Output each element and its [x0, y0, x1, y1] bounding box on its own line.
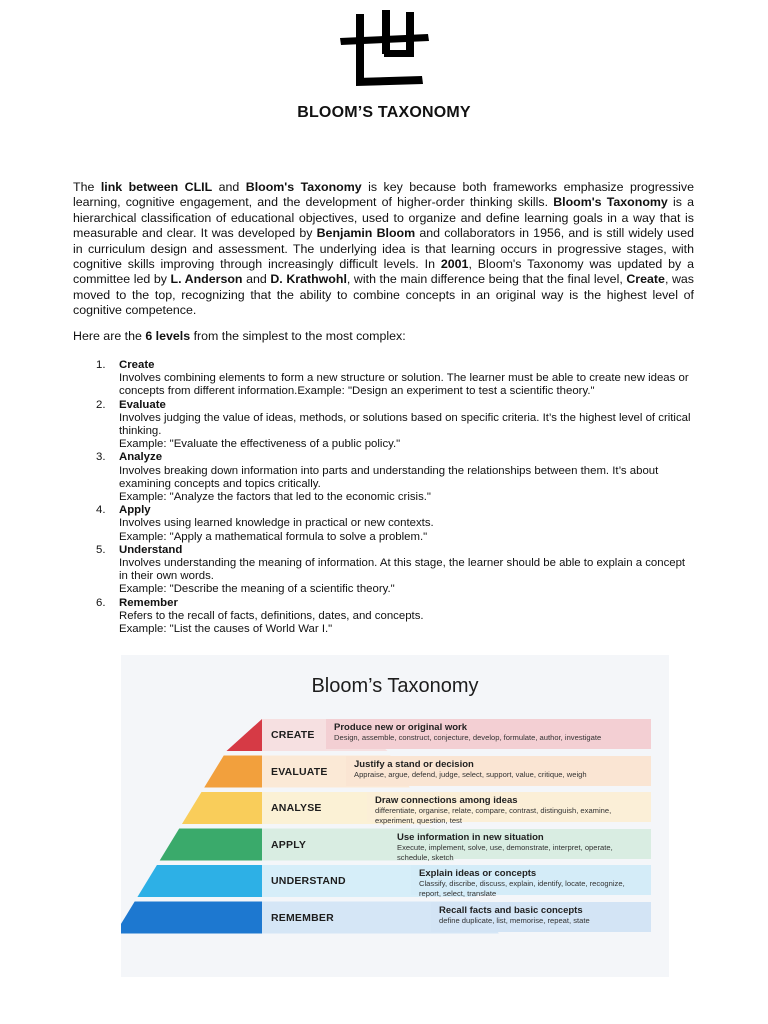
tier-description-apply	[389, 829, 651, 862]
bold-text: Bloom's Taxonomy	[553, 195, 668, 210]
tier-description-title: Recall facts and basic concepts	[439, 904, 583, 916]
kanji-logo	[334, 6, 434, 94]
intro-paragraph	[73, 180, 694, 319]
level-number: 3.	[96, 451, 106, 464]
text-run: is key because both frameworks emphasize progressive learning, cognitive engagement, and the development of higher-order thinking skills.	[73, 180, 694, 210]
tier-apply	[160, 829, 262, 861]
bold-text: 2001	[440, 257, 469, 272]
tier-label-remember: REMEMBER	[271, 911, 334, 924]
document-title: BLOOM’S TAXONOMY	[297, 104, 471, 121]
tier-description-analyse	[367, 792, 651, 825]
text-run: from the simplest to the most complex:	[190, 329, 406, 343]
level-name: Create	[119, 359, 155, 371]
tier-description-create	[326, 719, 651, 749]
text-run: Here are the	[73, 329, 146, 343]
bold-text: D. Krathwohl	[270, 272, 347, 287]
level-name: Remember	[119, 596, 178, 609]
levels-intro	[73, 329, 406, 343]
level-number: 1.	[96, 359, 106, 371]
level-name: Understand	[119, 543, 183, 556]
level-example: Example: "Describe the meaning of a scientific theory."	[119, 583, 395, 596]
tier-description-verbs: define duplicate, list, memorise, repeat, state	[439, 915, 590, 925]
level-number: 5.	[96, 543, 106, 556]
level-example: Example: "Analyze the factors that led to the economic crisis."	[119, 491, 431, 504]
level-description: Involves judging the value of ideas, methods, or solutions based on specific criteria. It’s the highest level of critical thinking.	[119, 411, 691, 438]
level-example: Example: "List the causes of World War I."	[119, 623, 333, 636]
tier-create	[226, 719, 262, 751]
tier-description-title: Produce new or original work	[334, 722, 468, 733]
tier-analyse	[182, 792, 262, 824]
level-description: Involves breaking down information into parts and understanding the relationships between them. It’s about examining concepts and topics critically.	[119, 464, 659, 490]
blooms-taxonomy-infographic	[121, 655, 669, 977]
text-run: , with the main difference being that the final level,	[346, 272, 627, 287]
bold-text: Benjamin Bloom	[316, 226, 416, 241]
tier-description-verbs: Design, assemble, construct, conjecture, develop, formulate, author, investigate	[334, 733, 602, 742]
level-number: 2.	[96, 398, 106, 411]
tier-label-understand: UNDERSTAND	[271, 875, 346, 887]
level-name: Analyze	[119, 451, 163, 464]
infographic-title: Bloom’s Taxonomy	[311, 675, 479, 697]
tier-description-verbs: differentiate, organise, relate, compare, contrast, distinguish, examine, experiment, question, test	[375, 806, 612, 825]
levels-list	[73, 359, 693, 636]
tier-label-analyse: ANALYSE	[271, 802, 322, 814]
bold-text: Bloom's Taxonomy	[245, 180, 362, 194]
level-example: Example: "Evaluate the effectiveness of a public policy."	[119, 438, 401, 451]
bold-text: 6 levels	[145, 329, 191, 343]
text-run: and collaborators in 1956, and is still widely used in curriculum design and assessment. The underlying idea is that learning occurs in progressive stages, with cognitive skills improving through increasingly difficult levels. In	[73, 226, 694, 272]
tier-description-verbs: Classify, discribe, discuss, explain, identify, locate, recognize, report, select, translate	[419, 879, 625, 898]
tier-description-understand	[411, 865, 651, 898]
text-run: and	[212, 180, 246, 194]
level-name: Apply	[119, 504, 151, 517]
tier-description-evaluate	[346, 756, 651, 786]
level-item-apply	[73, 504, 693, 544]
level-item-analyze	[73, 451, 693, 504]
tier-description-title: Draw connections among ideas	[375, 795, 518, 806]
tier-description-verbs: Execute, implement, solve, use, demonstrate, interpret, operate, schedule, sketch	[397, 842, 613, 862]
tier-remember	[121, 902, 262, 934]
tier-description-verbs: Appraise, argue, defend, judge, select, support, value, critique, weigh	[354, 769, 587, 779]
level-example: Example: "Apply a mathematical formula to solve a problem."	[119, 530, 428, 543]
level-item-evaluate	[73, 399, 693, 452]
level-item-remember	[73, 597, 693, 637]
text-run: is a hierarchical classification of educational objectives, used to organize and define learning goals in a way that is measurable and clear. It was developed by	[73, 195, 694, 241]
text-run: The	[73, 180, 101, 194]
level-description: Involves combining elements to form a new structure or solution. The learner must be able to create new ideas or concepts from different information.Example: "Design an experiment to test a scientific theory."	[119, 372, 689, 398]
tier-description-title: Justify a stand or decision	[354, 758, 474, 770]
bold-text: Create	[626, 272, 665, 287]
tier-description-remember	[431, 902, 651, 932]
level-name: Evaluate	[119, 398, 166, 411]
level-description: Involves using learned knowledge in practical or new contexts.	[119, 517, 434, 530]
level-item-understand	[73, 544, 693, 597]
tier-understand	[137, 865, 262, 897]
bold-text: link between CLIL	[100, 180, 213, 194]
text-run: , was moved to the top, recognizing that the ability to combine concepts in an original way is the highest level of cognitive competence.	[73, 272, 694, 318]
level-description: Refers to the recall of facts, definitions, dates, and concepts.	[119, 609, 424, 622]
tier-description-title: Explain ideas or concepts	[419, 868, 537, 879]
bold-text: L. Anderson	[170, 272, 243, 287]
level-description: Involves understanding the meaning of information. At this stage, the learner should be able to explain a concept in their own words.	[119, 557, 686, 583]
tier-description-title: Use information in new situation	[397, 831, 544, 843]
level-number: 4.	[96, 504, 106, 517]
tier-label-evaluate: EVALUATE	[271, 765, 328, 778]
text-run: , Bloom's Taxonomy was updated by a committee led by	[73, 257, 694, 287]
tier-label-create: CREATE	[271, 729, 315, 741]
tier-label-apply: APPLY	[271, 838, 307, 851]
text-run: and	[242, 272, 271, 287]
level-item-create	[73, 359, 693, 399]
level-number: 6.	[96, 596, 106, 609]
tier-evaluate	[204, 756, 262, 788]
